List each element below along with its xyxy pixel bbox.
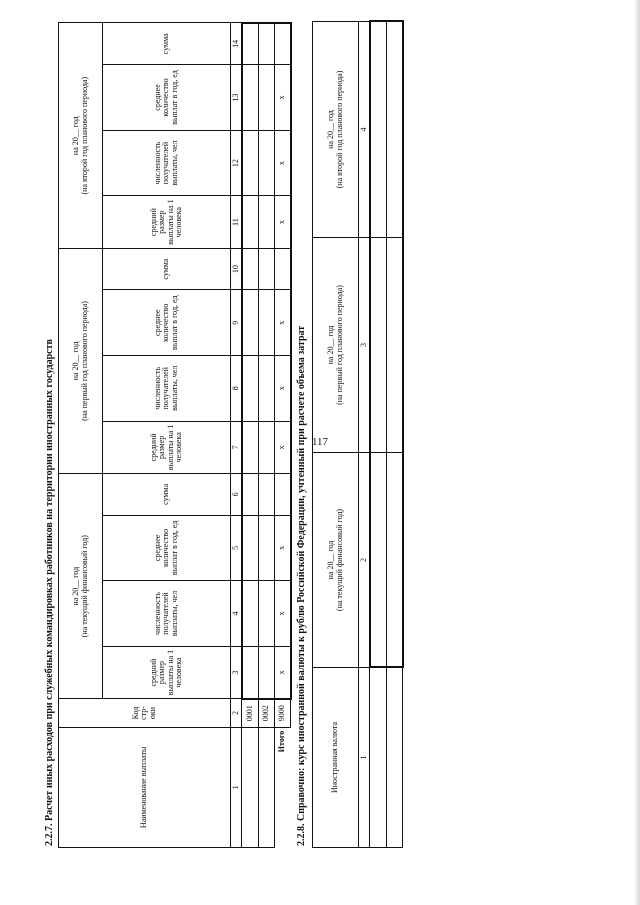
column-numbers-row [359, 22, 370, 848]
total-x-mark: x [274, 290, 291, 356]
column-number: 7 [231, 421, 242, 473]
header-row-code: Код стр-оки [59, 699, 231, 727]
rate-cell [370, 238, 387, 453]
data-cell [258, 248, 274, 290]
total-sum-cell [274, 23, 291, 65]
total-x-mark: x [274, 515, 291, 581]
table-row [386, 22, 403, 848]
column-number: 3 [359, 238, 370, 453]
rate-cell [386, 238, 403, 453]
data-cell [242, 130, 259, 196]
data-cell [258, 23, 274, 65]
header-rate-period-3: на 20__ год (на второй год планового периода) [313, 22, 359, 238]
column-number: 10 [231, 248, 242, 290]
data-cell [242, 23, 259, 65]
data-cell [258, 290, 274, 356]
header-rate-period-2: на 20__ год (на первый год планового периода) [313, 238, 359, 453]
data-cell [242, 290, 259, 356]
data-cell [258, 130, 274, 196]
data-cell [258, 196, 274, 248]
total-x-mark: x [274, 65, 291, 131]
header-rate-period-1: на 20__ год (на текущий финансовый год) [313, 453, 359, 668]
column-number: 4 [231, 581, 242, 647]
column-number: 14 [231, 23, 242, 65]
subheader-payments-count: среднее количество выплат в год, ед [103, 290, 231, 356]
total-sum-cell [274, 248, 291, 290]
column-number: 1 [231, 727, 242, 847]
subheader-sum: сумма [103, 23, 231, 65]
subheader-avg-payment: средний размер выплаты на 1 человека [103, 421, 231, 473]
subheader-payments-count: среднее количество выплат в год, ед [103, 65, 231, 131]
data-cell [258, 646, 274, 698]
rotated-page-content [40, 18, 420, 858]
rate-cell [370, 453, 387, 668]
header-period-3: на 20__ год (на второй год планового периода) [59, 23, 103, 248]
subheader-avg-payment: средний размер выплаты на 1 человека [103, 646, 231, 698]
column-number: 12 [231, 130, 242, 196]
header-period-2: на 20__ год (на первый год планового периода) [59, 248, 103, 473]
subheader-avg-payment: средний размер выплаты на 1 человека [103, 196, 231, 248]
column-number: 5 [231, 515, 242, 581]
payment-name-cell [242, 727, 259, 847]
data-cell [242, 248, 259, 290]
column-number: 9 [231, 290, 242, 356]
column-number: 6 [231, 474, 242, 516]
data-cell [242, 581, 259, 647]
column-numbers-row [231, 23, 242, 848]
rate-cell [386, 453, 403, 668]
subheader-payments-count: среднее количество выплат в год, ед [103, 515, 231, 581]
total-code-cell: 9000 [274, 699, 291, 727]
total-label: Итого [277, 730, 287, 753]
row-code-cell: 0002 [258, 699, 274, 727]
currency-cell [370, 668, 387, 848]
subheader-sum: сумма [103, 248, 231, 290]
column-number: 8 [231, 356, 242, 422]
table-row [370, 22, 387, 848]
data-cell [258, 581, 274, 647]
data-cell [258, 421, 274, 473]
section-2-2-7-title: 2.2.7. Расчет иных расходов при служебных командировках работников на территории иностранных государств [44, 339, 55, 846]
currency-rate-table [312, 21, 404, 849]
section-2-2-8-title: 2.2.8. Справочно: курс иностранной валюты к рублю Российской Федерации, учтенный при расчете объема затрат [296, 325, 307, 846]
total-x-mark: x [274, 581, 291, 647]
table-row [242, 23, 259, 848]
subheader-recipients: численность получателей выплаты, чел [103, 356, 231, 422]
payment-name-cell [258, 727, 274, 847]
total-row [274, 23, 291, 848]
data-cell [242, 421, 259, 473]
rate-cell [386, 22, 403, 238]
header-period-1: на 20__ год (на текущий финансовый год) [59, 474, 103, 699]
data-cell [258, 515, 274, 581]
table-row [258, 23, 274, 848]
data-cell [242, 356, 259, 422]
total-x-mark: x [274, 196, 291, 248]
column-number: 4 [359, 22, 370, 238]
data-cell [242, 646, 259, 698]
total-x-mark: x [274, 356, 291, 422]
row-code-cell: 0001 [242, 699, 259, 727]
data-cell [242, 474, 259, 516]
data-cell [258, 65, 274, 131]
column-number: 3 [231, 646, 242, 698]
column-number: 13 [231, 65, 242, 131]
column-number: 1 [359, 668, 370, 848]
expenses-table [58, 22, 292, 848]
total-x-mark: x [274, 646, 291, 698]
total-sum-cell [274, 474, 291, 516]
data-cell [242, 65, 259, 131]
rate-cell [370, 22, 387, 238]
header-currency: Иностранная валюта [313, 668, 359, 848]
scan-edge-shadow [634, 0, 640, 905]
subheader-recipients: численность получателей выплаты, чел [103, 581, 231, 647]
subheader-recipients: численность получателей выплаты, чел [103, 130, 231, 196]
column-number: 2 [231, 699, 242, 727]
data-cell [242, 515, 259, 581]
column-number: 11 [231, 196, 242, 248]
data-cell [258, 474, 274, 516]
currency-cell [386, 668, 403, 848]
page-number: 117 [311, 436, 329, 448]
header-payment-name: Наименование выплаты [59, 727, 231, 847]
total-x-mark: x [274, 130, 291, 196]
column-number: 2 [359, 453, 370, 668]
data-cell [242, 196, 259, 248]
data-cell [258, 356, 274, 422]
subheader-sum: сумма [103, 474, 231, 516]
total-x-mark: x [274, 421, 291, 473]
